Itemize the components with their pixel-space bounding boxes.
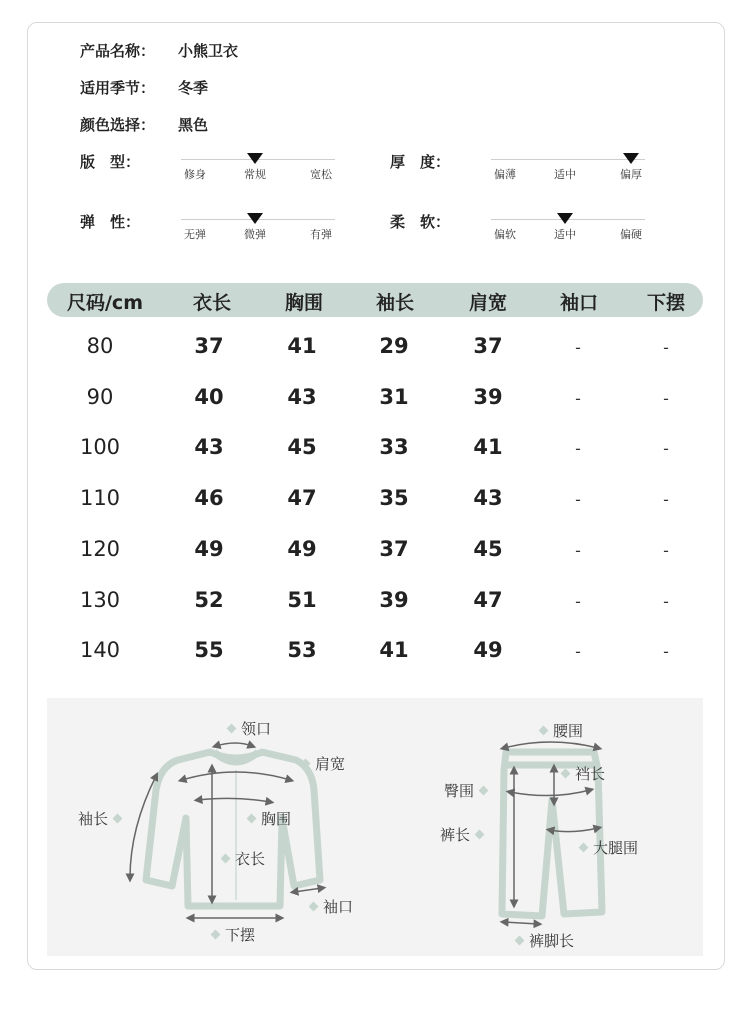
cell-sleeve: 41 xyxy=(379,638,409,663)
cell-cuff: - xyxy=(575,591,581,611)
cell-sleeve: 29 xyxy=(379,334,409,358)
header-shoulder: 肩宽 xyxy=(468,292,508,314)
cell-chest: 41 xyxy=(287,334,317,358)
cell-sleeve: 35 xyxy=(379,486,409,511)
season-value: 冬季 xyxy=(178,79,209,97)
scale-option: 偏软 xyxy=(494,228,516,241)
diamond-icon xyxy=(515,936,525,946)
cell-shoulder: 43 xyxy=(473,486,503,511)
cell-shoulder: 45 xyxy=(473,536,503,561)
cell-length: 43 xyxy=(194,435,224,460)
header-chest: 胸围 xyxy=(284,292,324,314)
elasticity-label: 弹 性： xyxy=(80,213,141,231)
cell-length: 46 xyxy=(194,486,224,511)
scale-option: 有弹 xyxy=(310,228,332,241)
cell-hem: - xyxy=(663,490,669,510)
diamond-icon xyxy=(309,902,319,912)
fit-label: 版 型： xyxy=(80,153,141,171)
cell-hem: - xyxy=(663,642,669,662)
cell-cuff: - xyxy=(575,540,581,560)
sweater-measure-lines xyxy=(130,743,322,918)
label-length: 衣长 xyxy=(216,848,265,869)
label-sleeve: 袖长 xyxy=(78,808,127,829)
cell-hem: - xyxy=(663,540,669,560)
label-hip: 臀围 xyxy=(444,780,493,801)
header-sleeve: 袖长 xyxy=(375,292,415,314)
scale-option: 常规 xyxy=(244,168,266,181)
label-chest: 胸围 xyxy=(242,808,291,829)
label-waist: 腰围 xyxy=(534,720,583,741)
scale-option: 偏厚 xyxy=(620,168,642,181)
header-size: 尺码/cm xyxy=(66,292,144,314)
label-rise: 裆长 xyxy=(556,763,605,784)
thickness-label: 厚 度： xyxy=(390,153,451,171)
cell-chest: 51 xyxy=(287,587,317,612)
label-pants-length: 裤长 xyxy=(440,824,489,845)
cell-hem: - xyxy=(663,338,669,357)
cell-shoulder: 39 xyxy=(473,384,503,409)
cell-shoulder: 47 xyxy=(473,587,503,612)
cell-length: 40 xyxy=(194,384,224,409)
cell-cuff: - xyxy=(575,439,581,459)
label-leg-opening: 裤脚长 xyxy=(510,930,574,951)
label-collar: 领口 xyxy=(222,718,271,739)
diamond-icon xyxy=(475,830,485,840)
cell-length: 37 xyxy=(194,334,224,358)
diamond-icon xyxy=(211,930,221,940)
scale-option: 适中 xyxy=(554,168,576,181)
sweater-outline xyxy=(146,752,320,906)
cell-length: 52 xyxy=(194,587,224,612)
cell-length: 49 xyxy=(194,536,224,561)
scale-option: 适中 xyxy=(554,228,576,241)
cell-size: 140 xyxy=(79,638,121,663)
cell-hem: - xyxy=(663,591,669,611)
label-cuff: 袖口 xyxy=(304,896,353,917)
diamond-icon xyxy=(561,769,571,779)
scale-option: 修身 xyxy=(184,168,206,181)
cell-size: 130 xyxy=(79,587,121,612)
cell-cuff: - xyxy=(575,642,581,662)
scale-option: 偏薄 xyxy=(494,168,516,181)
cell-cuff: - xyxy=(575,338,581,357)
cell-chest: 53 xyxy=(287,638,317,663)
label-thigh: 大腿围 xyxy=(574,837,638,858)
diamond-icon xyxy=(113,814,123,824)
cell-hem: - xyxy=(663,388,669,408)
cell-chest: 45 xyxy=(287,435,317,460)
label-hem: 下摆 xyxy=(206,924,255,945)
product-name-label: 产品名称： xyxy=(80,42,156,60)
cell-chest: 47 xyxy=(287,486,317,511)
cell-shoulder: 41 xyxy=(473,435,503,460)
cell-cuff: - xyxy=(575,388,581,408)
header-length: 衣长 xyxy=(192,292,232,314)
label-shoulder: 肩宽 xyxy=(296,753,345,774)
diamond-icon xyxy=(301,759,311,769)
diamond-icon xyxy=(479,786,489,796)
cell-cuff: - xyxy=(575,490,581,510)
cell-sleeve: 31 xyxy=(379,384,409,409)
color-label: 颜色选择： xyxy=(80,116,156,134)
product-name-value: 小熊卫衣 xyxy=(178,42,239,60)
diamond-icon xyxy=(227,724,237,734)
season-label: 适用季节： xyxy=(80,79,156,97)
diamond-icon xyxy=(221,854,231,864)
cell-size: 110 xyxy=(79,486,121,511)
cell-chest: 43 xyxy=(287,384,317,409)
cell-length: 55 xyxy=(194,638,224,663)
cell-hem: - xyxy=(663,439,669,459)
header-hem: 下摆 xyxy=(646,292,686,314)
diamond-icon xyxy=(247,814,257,824)
scale-option: 宽松 xyxy=(310,168,332,181)
softness-label: 柔 软： xyxy=(390,213,451,231)
cell-shoulder: 37 xyxy=(473,334,503,358)
cell-shoulder: 49 xyxy=(473,638,503,663)
header-cuff: 袖口 xyxy=(559,292,599,314)
cell-sleeve: 39 xyxy=(379,587,409,612)
cell-size: 100 xyxy=(79,435,121,460)
cell-sleeve: 33 xyxy=(379,435,409,460)
scale-option: 微弹 xyxy=(244,228,266,241)
cell-sleeve: 37 xyxy=(379,536,409,561)
cell-chest: 49 xyxy=(287,536,317,561)
cell-size: 90 xyxy=(86,384,114,409)
scale-option: 偏硬 xyxy=(620,228,642,241)
cell-size: 80 xyxy=(86,334,114,358)
scale-option: 无弹 xyxy=(184,228,206,241)
diamond-icon xyxy=(579,843,589,853)
cell-size: 120 xyxy=(79,536,121,561)
color-value: 黑色 xyxy=(178,116,209,134)
diamond-icon xyxy=(539,726,549,736)
